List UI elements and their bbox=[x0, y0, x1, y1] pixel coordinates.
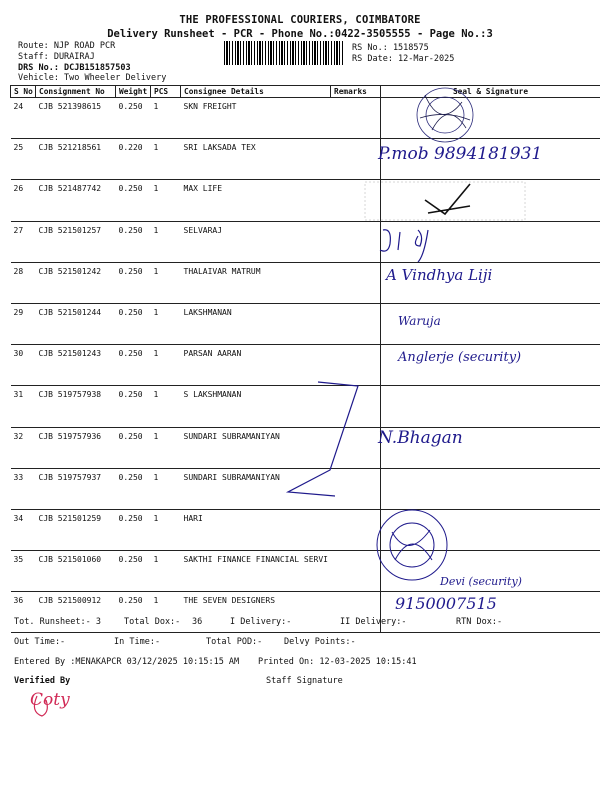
cell-pcs: 1 bbox=[153, 307, 159, 317]
cell-remarks bbox=[331, 551, 381, 592]
cell-consignee: SUNDARI SUBRAMANIYAN bbox=[183, 472, 280, 482]
rtn-dox: RTN Dox:- bbox=[456, 617, 503, 627]
cell-weight: 0.220 bbox=[118, 143, 143, 153]
cell-remarks bbox=[331, 303, 381, 344]
cell-remarks bbox=[331, 262, 381, 303]
cell-consignment: CJB 521501257 bbox=[38, 225, 102, 235]
cell-pcs: 1 bbox=[153, 349, 159, 359]
cell-signature bbox=[381, 509, 600, 550]
cell-remarks bbox=[331, 427, 381, 468]
handwriting-row25: P.mob 9894181931 bbox=[378, 144, 543, 164]
cell-consignment: CJB 521487742 bbox=[38, 184, 102, 194]
cell-consignment: CJB 521218561 bbox=[38, 143, 102, 153]
col-consignee: Consignee Details bbox=[181, 86, 331, 98]
runsheet-subtitle: Delivery Runsheet - PCR - Phone No.:0422-3505555 - Page No.:3 bbox=[107, 28, 493, 40]
cell-consignee: HARI bbox=[183, 513, 203, 523]
cell-consignment: CJB 519757937 bbox=[38, 472, 102, 482]
cell-consignee: LAKSHMANAN bbox=[183, 307, 232, 317]
table-row bbox=[11, 221, 600, 262]
cell-weight: 0.250 bbox=[118, 102, 143, 111]
cell-weight: 0.250 bbox=[118, 596, 143, 606]
cell-signature bbox=[381, 180, 600, 221]
company-title: THE PROFESSIONAL COURIERS, COIMBATORE bbox=[179, 14, 421, 26]
cell-weight: 0.250 bbox=[118, 184, 143, 194]
delvy-points: Delvy Points:- bbox=[284, 637, 356, 647]
col-weight: Weight bbox=[116, 86, 151, 98]
cell-pcs: 1 bbox=[153, 266, 159, 276]
cell-weight: 0.250 bbox=[118, 307, 143, 317]
cell-sno: 33 bbox=[13, 472, 24, 482]
cell-remarks bbox=[331, 386, 381, 427]
cell-signature bbox=[381, 468, 600, 509]
cell-sno: 29 bbox=[13, 307, 24, 317]
cell-pcs: 1 bbox=[153, 143, 159, 153]
table-row bbox=[11, 509, 600, 550]
cell-sno: 25 bbox=[13, 143, 24, 153]
cell-consignee: SAKTHI FINANCE FINANCIAL SERVI bbox=[183, 555, 328, 565]
cell-sno: 24 bbox=[13, 102, 24, 111]
rs-date: RS Date: 12-Mar-2025 bbox=[352, 54, 455, 64]
rs-number: RS No.: 1518575 bbox=[352, 43, 429, 53]
cell-consignment: CJB 519757938 bbox=[38, 390, 102, 400]
cell-consignment: CJB 521500912 bbox=[38, 596, 102, 606]
cell-remarks bbox=[331, 139, 381, 180]
cell-weight: 0.250 bbox=[118, 555, 143, 565]
table-row bbox=[11, 427, 600, 468]
handwriting-row28: A Vindhya Liji bbox=[386, 266, 493, 284]
cell-signature bbox=[381, 221, 600, 262]
cell-weight: 0.250 bbox=[118, 390, 143, 400]
cell-remarks bbox=[331, 180, 381, 221]
handwriting-row36-phone: 9150007515 bbox=[395, 594, 497, 613]
cell-consignee: SUNDARI SUBRAMANIYAN bbox=[183, 431, 280, 441]
handwriting-row36-name: Devi (security) bbox=[440, 575, 522, 588]
table-row bbox=[11, 386, 600, 427]
ii-delivery: II Delivery:- bbox=[340, 617, 407, 627]
staff-signature-label: Staff Signature bbox=[266, 676, 343, 686]
cell-sno: 35 bbox=[13, 555, 24, 565]
cell-consignee: THALAIVAR MATRUM bbox=[183, 266, 261, 276]
cell-weight: 0.250 bbox=[118, 225, 143, 235]
table-row bbox=[11, 303, 600, 344]
cell-sno: 32 bbox=[13, 431, 24, 441]
route-label: Route: NJP ROAD PCR bbox=[18, 41, 116, 51]
cell-consignment: CJB 521501243 bbox=[38, 349, 102, 359]
cell-consignee: THE SEVEN DESIGNERS bbox=[183, 596, 276, 606]
cell-weight: 0.250 bbox=[118, 513, 143, 523]
handwriting-row30: Anglerje (security) bbox=[398, 350, 522, 365]
cell-pcs: 1 bbox=[153, 225, 159, 235]
cell-sno: 28 bbox=[13, 266, 24, 276]
verified-by: Verified By bbox=[14, 676, 71, 686]
cell-signature bbox=[381, 98, 600, 139]
cell-consignment: CJB 519757936 bbox=[38, 431, 102, 441]
table-header-row bbox=[11, 86, 600, 98]
handwriting-row32: N.Bhagan bbox=[378, 428, 463, 448]
out-time: Out Time:- bbox=[14, 637, 66, 647]
cell-pcs: 1 bbox=[153, 431, 159, 441]
cell-pcs: 1 bbox=[153, 596, 159, 606]
cell-pcs: 1 bbox=[153, 390, 159, 400]
cell-consignment: CJB 521501242 bbox=[38, 266, 102, 276]
printed-on: Printed On: 12-03-2025 10:15:41 bbox=[258, 657, 417, 667]
table-row bbox=[11, 262, 600, 303]
cell-pcs: 1 bbox=[153, 472, 159, 482]
cell-weight: 0.250 bbox=[118, 472, 143, 482]
table-row bbox=[11, 180, 600, 221]
tot-runsheet: Tot. Runsheet:- 3 bbox=[14, 617, 101, 627]
barcode bbox=[224, 41, 344, 65]
cell-remarks bbox=[331, 98, 381, 139]
table-row bbox=[11, 468, 600, 509]
drs-number: DRS No.: DCJB151857503 bbox=[18, 63, 131, 73]
col-sno: S No bbox=[11, 86, 36, 98]
cell-sno: 34 bbox=[13, 513, 24, 523]
cell-sno: 30 bbox=[13, 349, 24, 359]
total-pod: Total POD:- bbox=[206, 637, 263, 647]
cell-remarks bbox=[331, 345, 381, 386]
entered-by: Entered By :MENAKAPCR 03/12/2025 10:15:15 AM bbox=[14, 657, 240, 667]
vehicle-label: Vehicle: Two Wheeler Delivery bbox=[18, 73, 167, 83]
cell-consignee: SRI LAKSADA TEX bbox=[183, 143, 256, 153]
cell-remarks bbox=[331, 221, 381, 262]
cell-weight: 0.250 bbox=[118, 266, 143, 276]
cell-remarks bbox=[331, 468, 381, 509]
staff-label: Staff: DURAIRAJ bbox=[18, 52, 95, 62]
cell-consignee: SKN FREIGHT bbox=[183, 102, 237, 111]
cell-sno: 26 bbox=[13, 184, 24, 194]
cell-sno: 27 bbox=[13, 225, 24, 235]
col-consignment: Consignment No bbox=[36, 86, 116, 98]
cell-pcs: 1 bbox=[153, 513, 159, 523]
table-row bbox=[11, 98, 600, 139]
cell-remarks bbox=[331, 509, 381, 550]
cell-consignee: SELVARAJ bbox=[183, 225, 223, 235]
handwriting-row29: Waruja bbox=[398, 314, 441, 328]
cell-consignment: CJB 521501244 bbox=[38, 307, 102, 317]
handwriting-verified: Coty bbox=[30, 690, 70, 710]
cell-sno: 36 bbox=[13, 596, 24, 606]
cell-consignee: MAX LIFE bbox=[183, 184, 223, 194]
total-dox-label: Total Dox:- bbox=[124, 617, 181, 627]
cell-pcs: 1 bbox=[153, 184, 159, 194]
cell-weight: 0.250 bbox=[118, 431, 143, 441]
cell-sno: 31 bbox=[13, 390, 24, 400]
cell-consignee: S LAKSHMANAN bbox=[183, 390, 242, 400]
i-delivery: I Delivery:- bbox=[230, 617, 292, 627]
cell-consignee: PARSAN AARAN bbox=[183, 349, 242, 359]
cell-consignment: CJB 521398615 bbox=[38, 102, 102, 111]
cell-pcs: 1 bbox=[153, 555, 159, 565]
col-remarks: Remarks bbox=[331, 86, 381, 98]
total-dox-value: 36 bbox=[192, 617, 203, 627]
cell-weight: 0.250 bbox=[118, 349, 143, 359]
cell-pcs: 1 bbox=[153, 102, 159, 111]
cell-consignment: CJB 521501060 bbox=[38, 555, 102, 565]
col-signature: Seal & Signature bbox=[381, 86, 600, 98]
cell-signature bbox=[381, 386, 600, 427]
col-pcs: PCS bbox=[151, 86, 181, 98]
in-time: In Time:- bbox=[114, 637, 161, 647]
cell-consignment: CJB 521501259 bbox=[38, 513, 102, 523]
